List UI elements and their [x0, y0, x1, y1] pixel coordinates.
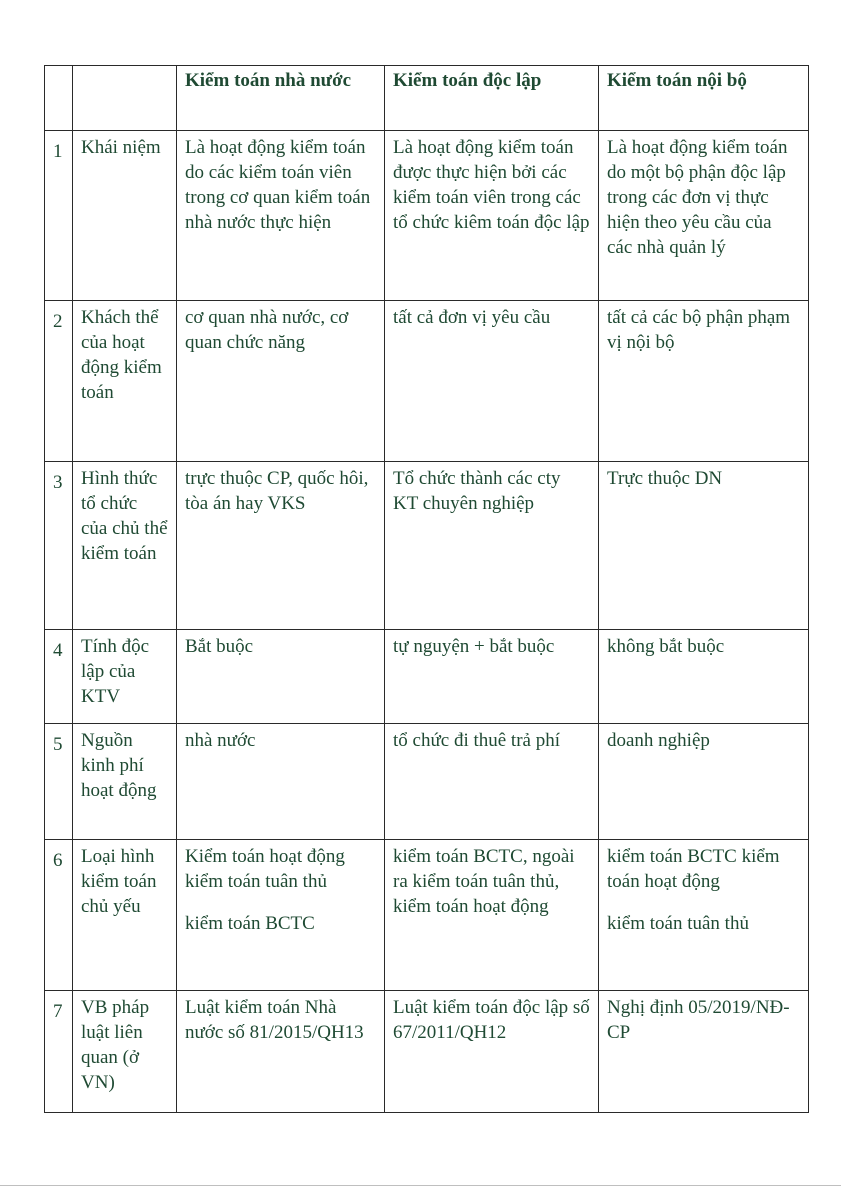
cell-state-audit: cơ quan nhà nước, cơ quan chức năng: [177, 301, 385, 462]
cell-internal-audit: Là hoạt động kiểm toán do một bộ phận độc lập trong các đơn vị thực hiện theo yêu cầu của các nhà quản lý: [599, 131, 809, 301]
header-state-audit: [177, 66, 385, 131]
table-row: [45, 840, 809, 991]
header-cell-criterion: [73, 66, 177, 131]
cell-state-audit: Luật kiểm toán Nhà nước số 81/2015/QH13: [177, 991, 385, 1113]
row-criterion: Hình thức tổ chức của chủ thể kiểm toán: [73, 462, 177, 630]
row-criterion: Loại hình kiểm toán chủ yếu: [73, 840, 177, 991]
table-row: [45, 991, 809, 1113]
cell-internal-audit: doanh nghiệp: [599, 724, 809, 840]
table-row: [45, 630, 809, 724]
row-criterion: Tính độc lập của KTV: [73, 630, 177, 724]
row-number: 3: [45, 462, 73, 630]
cell-state-audit: Bắt buộc: [177, 630, 385, 724]
page-bottom-divider: [0, 1185, 841, 1186]
header-internal-audit: [599, 66, 809, 131]
cell-independent-audit: Là hoạt động kiểm toán được thực hiện bởi các kiểm toán viên trong các tổ chức kiêm toán độc lập: [385, 131, 599, 301]
cell-internal-audit: không bắt buộc: [599, 630, 809, 724]
table-row: [45, 301, 809, 462]
cell-independent-audit: Tổ chức thành các cty KT chuyên nghiệp: [385, 462, 599, 630]
audit-comparison-table: [44, 65, 809, 1113]
cell-independent-audit: kiểm toán BCTC, ngoài ra kiểm toán tuân thủ, kiểm toán hoạt động: [385, 840, 599, 991]
cell-internal-audit: Nghị định 05/2019/NĐ-CP: [599, 991, 809, 1113]
row-number: 2: [45, 301, 73, 462]
header-independent-audit-label: Kiểm toán độc lập: [393, 70, 542, 91]
row-number: 1: [45, 131, 73, 301]
row-criterion: Nguồn kinh phí hoạt động: [73, 724, 177, 840]
cell-independent-audit: tự nguyện + bắt buộc: [385, 630, 599, 724]
cell-internal-audit: kiểm toán BCTC kiểm toán hoạt động kiểm toán tuân thủ: [599, 840, 809, 991]
cell-state-audit: trực thuộc CP, quốc hôi, tòa án hay VKS: [177, 462, 385, 630]
cell-internal-audit: tất cả các bộ phận phạm vị nội bộ: [599, 301, 809, 462]
row-number: 6: [45, 840, 73, 991]
table-row: [45, 131, 809, 301]
cell-independent-audit: Luật kiểm toán độc lập số 67/2011/QH12: [385, 991, 599, 1113]
header-row: [45, 66, 809, 131]
table-row: [45, 724, 809, 840]
cell-independent-audit: tất cả đơn vị yêu cầu: [385, 301, 599, 462]
row-number: 7: [45, 991, 73, 1113]
header-independent-audit: [385, 66, 599, 131]
row-number: 4: [45, 630, 73, 724]
row-criterion: VB pháp luật liên quan (ở VN): [73, 991, 177, 1113]
cell-independent-audit: tổ chức đi thuê trả phí: [385, 724, 599, 840]
cell-internal-audit: Trực thuộc DN: [599, 462, 809, 630]
header-state-audit-label: Kiểm toán nhà nước: [185, 70, 352, 91]
table-row: [45, 462, 809, 630]
row-criterion: Khái niệm: [73, 131, 177, 301]
header-cell-number: [45, 66, 73, 131]
cell-state-audit: Là hoạt động kiểm toán do các kiểm toán viên trong cơ quan kiểm toán nhà nước thực hiện: [177, 131, 385, 301]
header-internal-audit-label: Kiểm toán nội bộ: [607, 70, 747, 91]
cell-state-audit: Kiểm toán hoạt động kiểm toán tuân thủ kiểm toán BCTC: [177, 840, 385, 991]
cell-state-audit: nhà nước: [177, 724, 385, 840]
row-number: 5: [45, 724, 73, 840]
row-criterion: Khách thể của hoạt động kiểm toán: [73, 301, 177, 462]
